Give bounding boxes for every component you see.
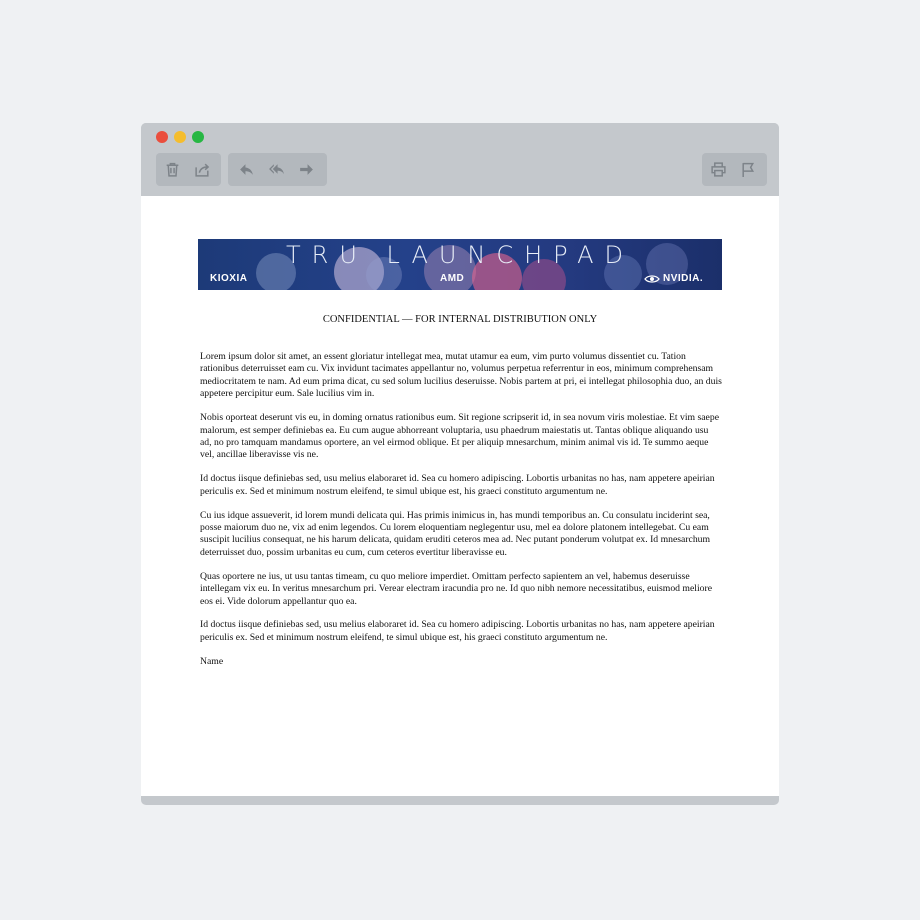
email-heading: CONFIDENTIAL — FOR INTERNAL DISTRIBUTION ONLY	[322, 314, 598, 325]
trash-icon	[164, 161, 181, 178]
reply-all-icon	[268, 161, 285, 178]
toolbar-group-extra	[702, 153, 767, 186]
forward-button[interactable]	[291, 153, 321, 186]
toolbar-group-organize	[156, 153, 221, 186]
email-body	[141, 196, 779, 796]
paragraph-6: Id doctus iisque definiebas sed, usu melius elaboraret id. Sea cu homero adipiscing. Lobortis urbanitas no has, nam appetere apeirian periculis ex. Sed et minimum nostrum eleifend, te simul ubique est, his graeci constituto argumentum ne.	[200, 619, 715, 643]
paragraph-4: Cu ius idque assueverit, id lorem mundi delicata qui. Has primis inimicus in, has mundi temporibus an. Cu consulatu inciderint sea, posse maiorum duo ne, vix ad enim legendos. Cu lorem eloquentiam neglegentur usu, mel ea dolore platonem intellegebat. Cu eam suscipit lucilius consequat, ne his harum delicata, quidam eruditi ceteros mea ad. Nec putant ponderum volutpat ex. Id mnesarchum deterruisset duo, possim urbanitas eu cum, cum ceteros evertitur liberavisse eu.	[200, 509, 711, 558]
move-button[interactable]	[187, 153, 217, 186]
amd-logo: AMD	[440, 273, 465, 284]
email-text	[200, 351, 722, 680]
reply-all-button[interactable]	[261, 153, 291, 186]
kioxia-logo: KIOXIA	[210, 273, 248, 284]
zoom-window-button[interactable]	[192, 131, 204, 143]
nvidia-eye-icon	[644, 274, 660, 284]
minimize-window-button[interactable]	[174, 131, 186, 143]
title-bar	[141, 123, 779, 196]
print-button[interactable]	[703, 153, 733, 186]
banner-title: TRU LAUNCHPAD	[285, 241, 635, 269]
flag-icon	[740, 161, 757, 178]
forward-icon	[298, 161, 315, 178]
nvidia-logo	[644, 273, 703, 284]
delete-button[interactable]	[157, 153, 187, 186]
launchpad-banner-image	[198, 239, 722, 290]
paragraph-2: Nobis oporteat deserunt vis eu, in doming ornatus rationibus eum. Sit regione scripserit id, in sea novum viris molestiae. Et vim saepe malorum, est semper definiebas ea. Eu cum augue abhorreant voluptaria, usu phaedrum maiestatis ut. Tantas oblique aliquando usu ad, no pro tamquam mandamus oportere, an vel eirmod oblique. Et per aliquip mnesarchum, minim animal vis id. Te summo aeque vel, ancillae liberavisse vis ne.	[200, 412, 719, 461]
reply-button[interactable]	[231, 153, 261, 186]
print-icon	[710, 161, 727, 178]
paragraph-3: Id doctus iisque definiebas sed, usu melius elaboraret id. Sea cu homero adipiscing. Lobortis urbanitas no has, nam appetere apeirian periculis ex. Sed et minimum nostrum eleifend, te simul ubique est, his graeci constituto argumentum ne.	[200, 473, 715, 497]
paragraph-5: Quas oportere ne ius, ut usu tantas timeam, cu quo meliore imperdiet. Omittam perfecto sapientem an vel, habemus deseruisse intellegam vix eu. In veritus mnesarchum pri. Verear electram iracundia pro ne. Id quo nibh nemore necessitatibus, euismod meliore eos ei. Vide dolorum appellantur quo ea.	[200, 570, 713, 607]
toolbar-group-respond	[228, 153, 327, 186]
close-window-button[interactable]	[156, 131, 168, 143]
nvidia-logo-text: NVIDIA.	[663, 273, 704, 284]
paragraph-1: Lorem ipsum dolor sit amet, an essent gloriatur intellegat mea, mutat utamur ea eum, vim purto volumus dissentiet cu. Tation rationibus deterruisset eam cu. Vix invidunt tacimates appellantur no, volumus perpetua referrentur in eos, minimum comprehensam mediocritatem te nam. Ad eum prima dicat, cu sed solum lucilius deseruisse. Nobis partem at pri, ei intellegat philosophia duo, an duis appetere percipitur eum. Sale lucilius vim in.	[200, 351, 722, 400]
signature-name: Name	[200, 655, 224, 667]
move-to-folder-icon	[194, 161, 211, 178]
mail-window	[141, 123, 779, 805]
flag-button[interactable]	[733, 153, 763, 186]
reply-icon	[238, 161, 255, 178]
